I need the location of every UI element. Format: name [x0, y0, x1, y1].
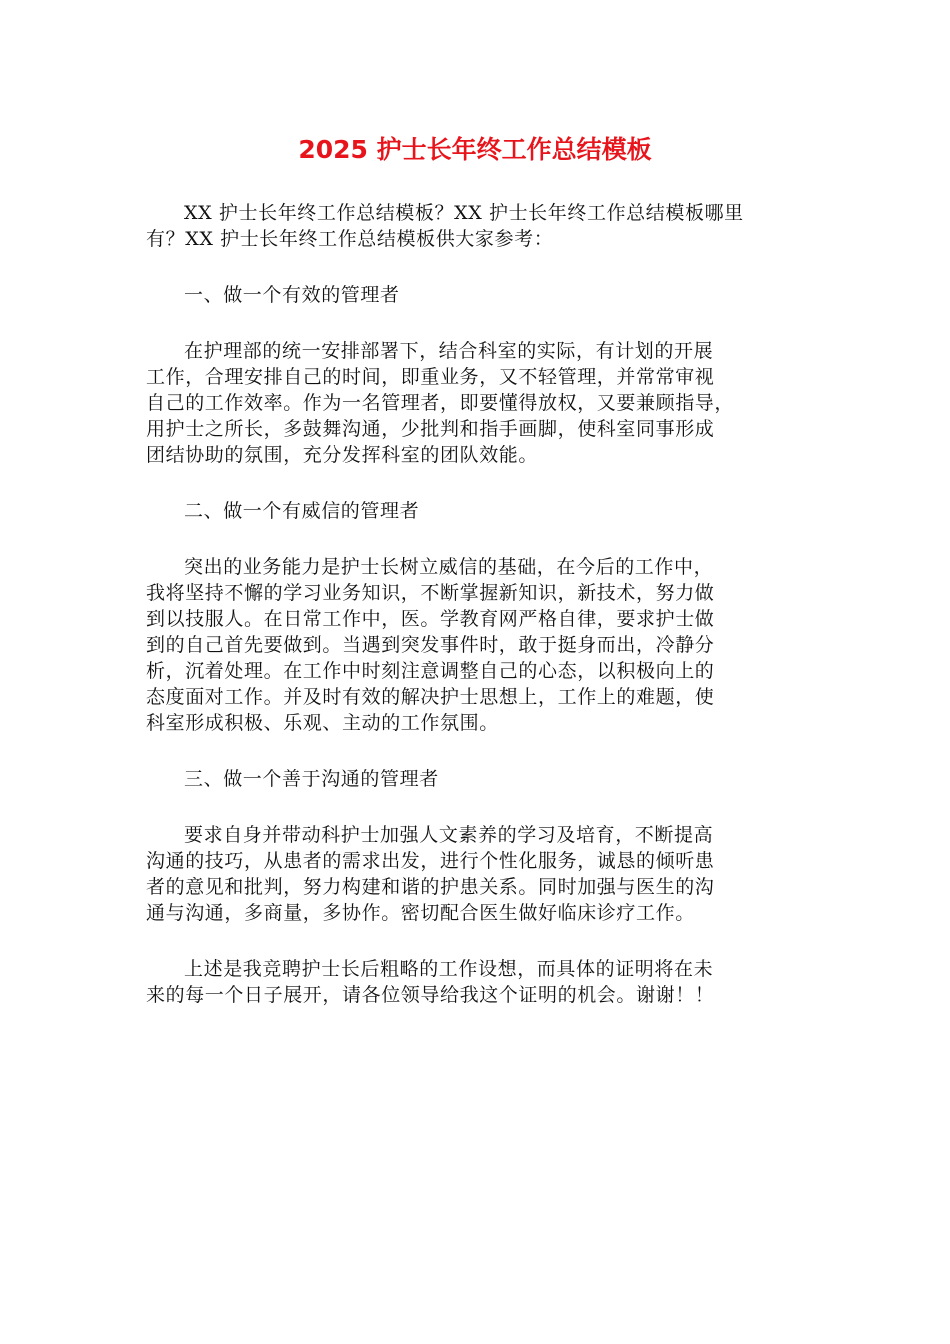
closing-paragraph: 上述是我竞聘护士长后粗略的工作设想，而具体的证明将在未 来的每一个日子展开，请各位领导给我这个证明的机会。谢谢！！: [146, 958, 715, 1006]
intro-paragraph: XX 护士长年终工作总结模板？XX 护士长年终工作总结模板哪里 有？XX 护士长年终工作总结模板供大家参考：: [146, 202, 744, 250]
section-paragraph-1: 在护理部的统一安排部署下，结合科室的实际，有计划的开展 工作，合理安排自己的时间，即重业务，又不轻管理，并常常审视 自己的工作效率。作为一名管理者，即要懂得放权，又要兼顾指导， 用护士之所长，多鼓舞沟通，少批判和指手画脚，使科室同事形成 团结协助的氛围，充分发挥科室的团队效能。: [146, 340, 735, 466]
section-heading-1: 一、做一个有效的管理者: [184, 284, 400, 306]
document-body: [146, 200, 806, 1038]
section-heading-2: 二、做一个有威信的管理者: [184, 500, 420, 522]
section-paragraph-2: 突出的业务能力是护士长树立威信的基础，在今后的工作中， 我将坚持不懈的学习业务知识，不断掌握新知识，新技术，努力做 到以技服人。在日常工作中，医。学教育网严格自律，要求护士做 到的自己首先要做到。当遇到突发事件时，敢于挺身而出，冷静分 析，沉着处理。在工作中时刻注意调整自己的心态，以积极向上的 态度面对工作。并及时有效的解决护士思想上，工作上的难题，使 科室形成积极、乐观、主动的工作氛围。: [146, 556, 715, 734]
section-heading-3: 三、做一个善于沟通的管理者: [184, 768, 439, 790]
section-paragraph-3: 要求自身并带动科护士加强人文素养的学习及培育，不断提高 沟通的技巧，从患者的需求出发，进行个性化服务，诚恳的倾听患 者的意见和批判，努力构建和谐的护患关系。同时加强与医生的沟 通与沟通，多商量，多协作。密切配合医生做好临床诊疗工作。: [146, 824, 715, 924]
document-title: 2025 护士长年终工作总结模板: [298, 135, 652, 164]
